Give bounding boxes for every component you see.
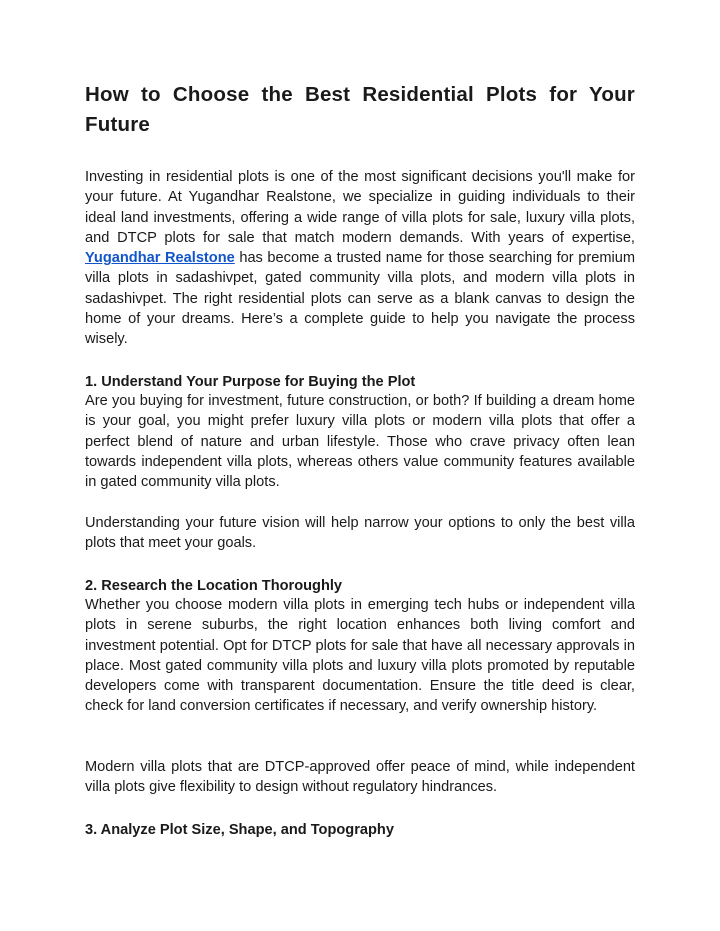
section-purpose-paragraph-2: Understanding your future vision will help narrow your options to only the best villa plots that meet your goals. (85, 515, 635, 552)
section-purpose-paragraph-1: Are you buying for investment, future construction, or both? If building a dream home is your goal, you might prefer luxury villa plots or modern villa plots that offer a perfect blend of nature and urban lifestyle. Those who crave privacy often lean towards independent villa plots, whereas others value community features available in gated community villa plots. (85, 393, 635, 491)
yugandhar-realstone-link[interactable]: Yugandhar Realstone (85, 250, 235, 267)
intro-text-before-link: Investing in residential plots is one of the most significant decisions you'll make for your future. At Yugandhar Realstone, we specialize in guiding individuals to their ideal land investments, offering a wide range of villa plots for sale, luxury villa plots, and DTCP plots for sale that match modern demands. With years of expertise, (85, 169, 635, 246)
section-heading-location: 2. Research the Location Thoroughly (85, 578, 343, 594)
section-heading-plot-size: 3. Analyze Plot Size, Shape, and Topography (85, 822, 394, 838)
intro-text-after-link: has become a trusted name for those searching for premium villa plots in sadashivpet, gated community villa plots, and modern villa plots in sadashivpet. The right residential plots can serve as a blank canvas to design the home of your dreams. Here’s a complete guide to help you navigate the process wisely. (85, 250, 636, 348)
section-heading-purpose: 1. Understand Your Purpose for Buying the Plot (85, 374, 416, 390)
page-title: How to Choose the Best Residential Plots for Your Future (85, 83, 635, 136)
section-location-paragraph-2: Modern villa plots that are DTCP-approved offer peace of mind, while independent villa plots give flexibility to design without regulatory hindrances. (85, 759, 635, 796)
section-location-paragraph-1: Whether you choose modern villa plots in emerging tech hubs or independent villa plots in serene suburbs, the right location enhances both living comfort and investment potential. Opt for DTCP plots for sale that have all necessary approvals in place. Most gated community villa plots and luxury villa plots promoted by reputable developers come with transparent documentation. Ensure the title deed is clear, check for land conversion certificates if necessary, and verify ownership history. (85, 597, 635, 715)
intro-paragraph (85, 167, 635, 350)
